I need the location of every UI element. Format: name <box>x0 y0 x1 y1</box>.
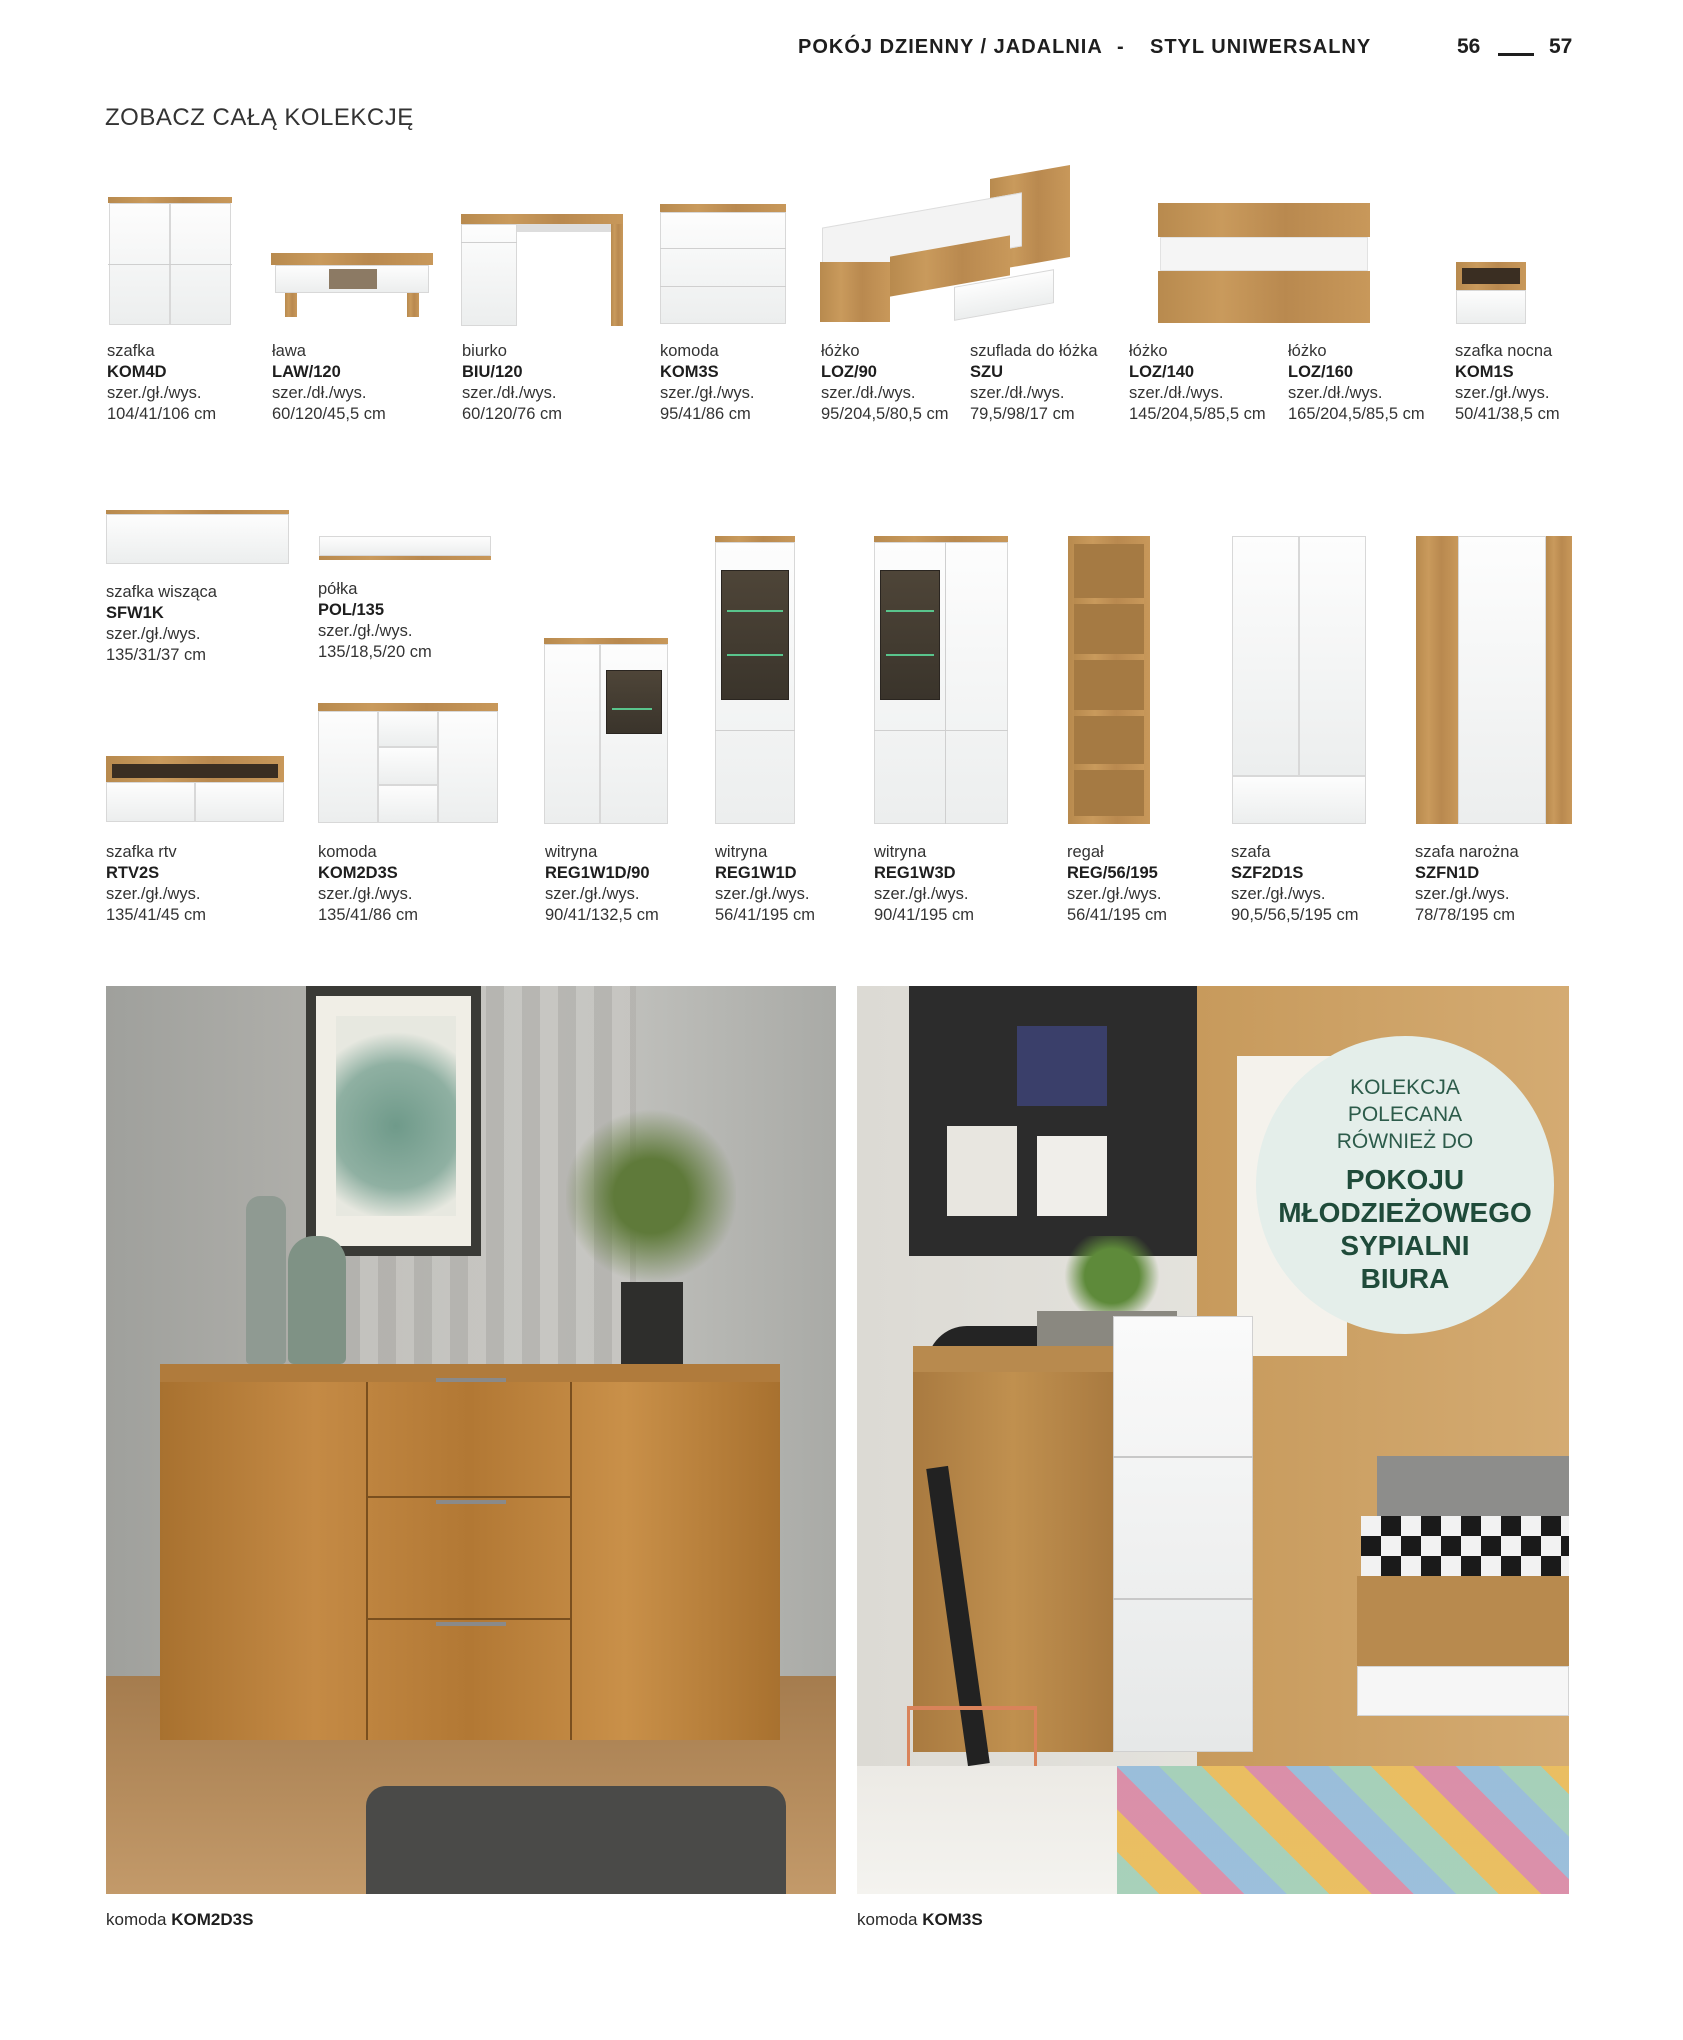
badge-line: RÓWNIEŻ DO <box>1336 1130 1474 1153</box>
product-label: witryna REG1W1D/90 szer./gł./wys. 90/41/132,5 cm <box>545 843 659 924</box>
badge-line: KOLEKCJA <box>1350 1076 1460 1099</box>
product-image-reg56195 <box>1068 536 1150 824</box>
product-label: szafka wisząca SFW1K szer./gł./wys. 135/31/37 cm <box>106 583 217 664</box>
photo-caption-left: komoda KOM2D3S <box>106 1910 254 1929</box>
product-label: łóżko LOZ/160 szer./dł./wys. 165/204,5/85,5 cm <box>1288 342 1425 423</box>
product-image-reg1w1d90 <box>544 638 668 824</box>
product-image-kom4d <box>108 197 232 325</box>
product-label: witryna REG1W3D szer./gł./wys. 90/41/195 cm <box>874 843 974 924</box>
product-label: szafka KOM4D szer./gł./wys. 104/41/106 cm <box>107 342 217 423</box>
product-label: półka POL/135 szer./gł./wys. 135/18,5/20 cm <box>318 580 432 661</box>
header-subtitle: STYL UNIWERSALNY <box>1150 36 1372 58</box>
product-image-law120 <box>271 253 433 319</box>
badge-line: POLECANA <box>1347 1103 1463 1126</box>
product-label: szafa SZF2D1S szer./gł./wys. 90,5/56,5/195 cm <box>1231 843 1359 924</box>
photo-kom2d3s <box>106 986 836 1894</box>
product-image-rtv2s <box>106 756 284 822</box>
product-image-szf2d1s <box>1232 536 1366 824</box>
product-label: łóżko LOZ/90 szer./dł./wys. 95/204,5/80,5 cm <box>821 342 949 423</box>
product-label: komoda KOM3S szer./gł./wys. 95/41/86 cm <box>660 342 755 423</box>
section-title: ZOBACZ CAŁĄ KOLEKCJĘ <box>105 104 414 131</box>
product-image-loz140 <box>1158 203 1370 323</box>
product-label: witryna REG1W1D szer./gł./wys. 56/41/195 cm <box>715 843 815 924</box>
page-number-right: 57 <box>1549 35 1573 58</box>
product-label: szuflada do łóżka SZU szer./dł./wys. 79,5/98/17 cm <box>970 342 1098 423</box>
header-title: POKÓJ DZIENNY / JADALNIA <box>798 36 1103 58</box>
product-label: biurko BIU/120 szer./dł./wys. 60/120/76 cm <box>462 342 562 423</box>
product-image-kom1s <box>1456 262 1526 324</box>
product-label: ława LAW/120 szer./dł./wys. 60/120/45,5 cm <box>272 342 386 423</box>
badge-bold: SYPIALNI <box>1340 1230 1470 1261</box>
page-number-left: 56 <box>1457 35 1481 58</box>
product-image-reg1w3d <box>874 536 1008 824</box>
badge-bold: MŁODZIEŻOWEGO <box>1278 1197 1532 1228</box>
product-label: szafka nocna KOM1S szer./gł./wys. 50/41/38,5 cm <box>1455 342 1560 423</box>
product-label: regał REG/56/195 szer./gł./wys. 56/41/195 cm <box>1067 843 1167 924</box>
product-image-reg1w1d <box>715 536 795 824</box>
product-image-szfn1d <box>1416 536 1574 824</box>
product-image-kom2d3s <box>318 703 498 823</box>
product-label: łóżko LOZ/140 szer./dł./wys. 145/204,5/85,5 cm <box>1129 342 1266 423</box>
product-image-loz90 <box>818 168 1080 332</box>
product-image-sfw1k <box>106 510 289 564</box>
product-label: szafa narożna SZFN1D szer./gł./wys. 78/78/195 cm <box>1415 843 1519 924</box>
badge-bold: POKOJU <box>1345 1164 1465 1195</box>
page-divider <box>1498 53 1534 56</box>
product-image-pol135 <box>319 536 491 560</box>
collection-badge <box>1256 1036 1554 1334</box>
sideboard-body <box>160 1382 780 1740</box>
photo-caption-right: komoda KOM3S <box>857 1910 983 1929</box>
product-label: szafka rtv RTV2S szer./gł./wys. 135/41/45 cm <box>106 843 206 924</box>
product-label: komoda KOM2D3S szer./gł./wys. 135/41/86 cm <box>318 843 418 924</box>
product-image-kom3s <box>660 204 786 324</box>
product-image-biu120 <box>461 214 623 326</box>
badge-bold: BIURA <box>1360 1263 1450 1294</box>
header-separator: - <box>1117 36 1125 58</box>
